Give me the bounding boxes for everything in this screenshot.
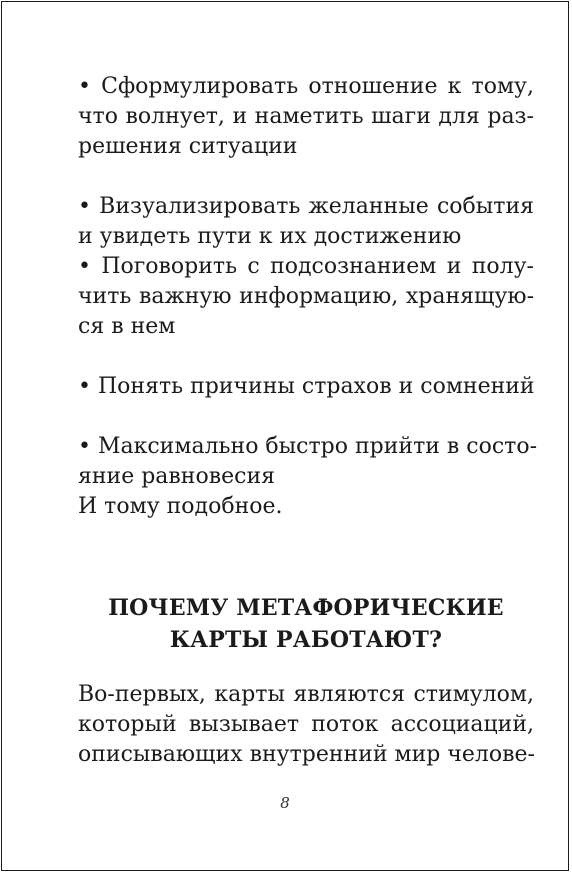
paragraph-gap [78,402,534,432]
text-line: что волнует, и наметить шаги для раз- [78,104,534,129]
text-line: яние равновесия [78,464,275,489]
text-line: и увидеть пути к их достижению [78,224,462,249]
bullet-item [78,72,534,162]
text-line: И тому подобное. [78,494,283,519]
text-line: • Понять причины страхов и сомнений [78,374,535,399]
heading-line: КАРТЫ РАБОТАЮТ? [169,627,443,653]
paragraph-gap [78,162,534,192]
text-line: Во-первых, карты являются стимулом, [78,682,534,707]
bullet-item [78,252,534,342]
bullet-item [78,432,538,522]
text-line: • Сформулировать отношение к тому, [78,74,534,99]
text-line: описывающих внутренний мир челове- [78,742,535,767]
bullet-item [78,372,534,402]
page-content [78,72,538,770]
book-page [1,1,569,871]
text-line: решения ситуации [78,134,298,159]
heading-gap [78,656,534,680]
text-line: который вызывает поток ассоциаций, [78,712,534,737]
bullet-item [78,192,534,252]
text-line: ся в нем [78,314,176,339]
section-gap [78,522,534,592]
page-number: 8 [280,794,290,812]
heading-line: ПОЧЕМУ МЕТАФОРИЧЕСКИЕ [108,595,504,621]
text-line: чить важную информацию, хранящую- [78,284,534,309]
text-line: • Поговорить с подсознанием и полу- [78,254,534,279]
text-line: • Максимально быстро прийти в состо- [78,434,538,459]
text-line: • Визуализировать желанные события [78,194,534,219]
body-paragraph [78,680,534,770]
paragraph-gap [78,342,534,372]
section-heading [78,592,534,656]
